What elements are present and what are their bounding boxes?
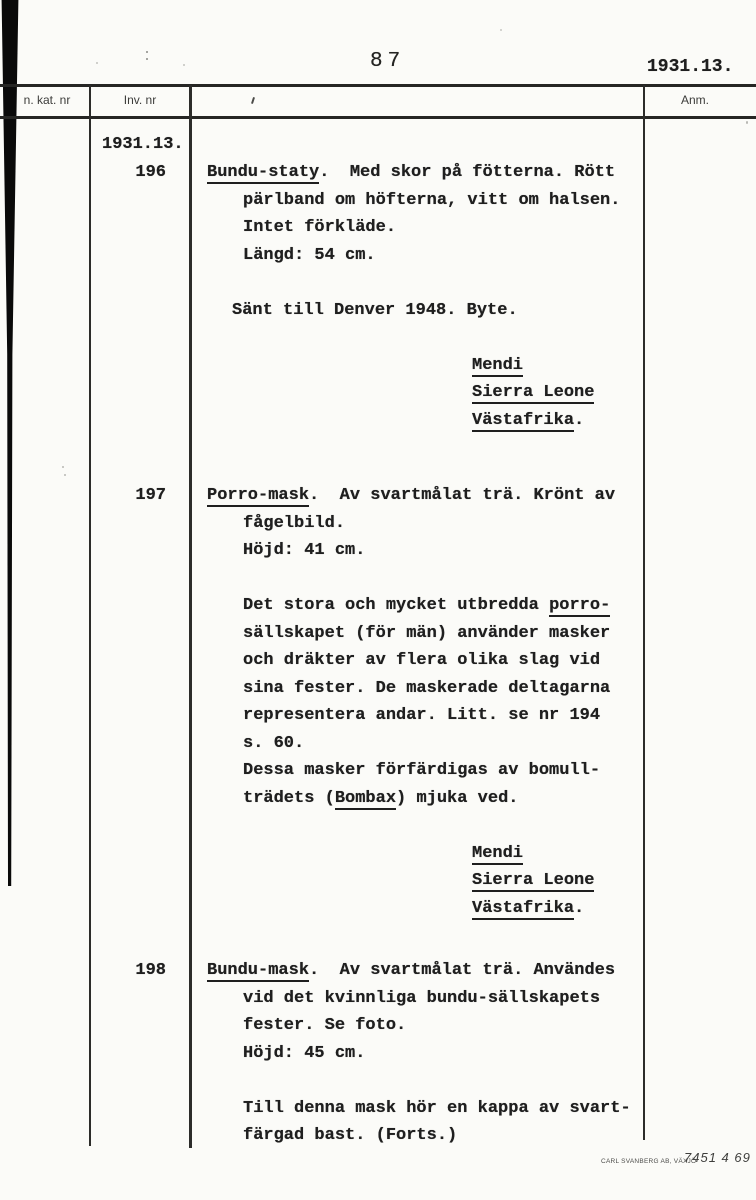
scan-speck [183,64,185,66]
column-header-inv-nr: Inv. nr [123,93,157,107]
text-segment: . Av svartmålat trä. Användes [309,961,616,980]
text-line [207,187,652,215]
underlined-term: Sierra Leone [472,871,595,890]
text-segment: representera andar. Litt. se nr 194 [243,706,601,725]
text-line [207,159,652,187]
text-segment: Höjd: 45 cm. [243,1043,366,1063]
scan-speck [146,58,148,60]
text-line [207,1067,652,1095]
entry-text-block [207,482,652,922]
text-segment: . [574,898,585,918]
inventory-number: 197 [135,486,166,505]
page-year-reference: 1931.13. [647,57,734,77]
text-segment: Höjd: 41 cm. [243,541,366,560]
scan-speck [146,51,148,53]
entry-text-block [207,957,652,1150]
text-line [207,675,652,703]
text-segment: Dessa masker förfärdigas av bomull- [243,761,601,780]
text-segment: vid det kvinnliga bundu-sällskapets [243,988,601,1008]
underlined-term: Sierra Leone [472,383,595,402]
column-divider-genkat-inv [89,85,91,1146]
underlined-term: Mendi [472,355,524,375]
text-line [207,214,652,242]
text-line [207,537,652,565]
printer-form-code: 7451 4 69 [684,1150,751,1165]
underlined-term: Bundu-staty [207,163,320,182]
column-header-anm: Anm. [680,93,709,107]
underlined-term: Bundu-mask [207,961,310,980]
scan-speck [96,62,98,64]
text-line [207,785,652,813]
text-segment: sina fester. De maskerade deltagarna [243,678,611,698]
inventory-group-label: 1931.13. [102,135,184,154]
underlined-term: Mendi [472,843,524,863]
text-line [207,1012,652,1040]
text-segment: sällskapet (för män) använder masker [243,623,611,643]
text-segment: Sänt till Denver 1948. Byte. [232,300,518,320]
inventory-number: 198 [135,961,166,980]
column-header-gen-kat-nr: n. kat. nr [23,93,71,107]
printer-imprint: CARL SVANBERG AB, VÄXJÖ [601,1158,697,1165]
text-segment: pärlband om höfterna, vitt om halsen. [243,190,621,210]
text-segment: ) mjuka ved. [396,788,519,808]
text-line [207,592,652,620]
text-line [207,867,652,895]
text-line [207,730,652,758]
text-line [207,647,652,675]
text-line [207,565,652,593]
underlined-term: Porro-mask [207,486,310,505]
text-line [207,352,652,380]
text-line [207,985,652,1013]
text-line [207,1040,652,1068]
underlined-term: Bombax [334,788,397,808]
text-line [207,895,652,923]
text-line [207,1122,652,1150]
text-line [207,379,652,407]
scan-speck [64,474,66,476]
text-segment: Intet förkläde. [243,218,397,237]
text-line [207,510,652,538]
text-line [207,620,652,648]
text-line [207,1095,652,1123]
scan-speck [62,466,64,468]
scan-mark [251,97,255,104]
scan-speck [500,29,502,31]
entry-text-block [207,159,652,434]
inventory-number: 196 [135,163,166,182]
text-segment: och dräkter av flera olika slag vid [243,651,601,670]
text-segment: trädets ( [243,788,335,808]
text-segment: . [574,410,585,430]
text-line [207,702,652,730]
scan-binding-bar [0,0,20,886]
text-line [207,840,652,868]
text-segment: Det stora och mycket utbredda [243,596,550,615]
text-segment: Till denna mask hör en kappa av svart- [243,1098,631,1118]
text-line [207,482,652,510]
text-line [207,407,652,435]
text-segment: färgad bast. (Forts.) [243,1126,458,1145]
scan-speck [746,121,748,124]
text-segment: s. 60. [243,733,305,753]
text-segment: . Av svartmålat trä. Krönt av [309,486,616,505]
text-line [207,269,652,297]
underlined-term: Västafrika [472,898,575,918]
column-divider-inv-text [189,85,192,1148]
text-line [207,242,652,270]
text-line [207,957,652,985]
text-segment: Längd: 54 cm. [243,245,376,265]
text-segment: fester. Se foto. [243,1016,407,1035]
text-segment: . Med skor på fötterna. Rött [319,163,616,182]
text-segment: fågelbild. [243,513,346,533]
text-line [207,757,652,785]
text-line [207,297,652,325]
underlined-term: Västafrika [472,410,575,430]
page-number: 87 [370,50,406,73]
text-line [207,324,652,352]
text-line [207,812,652,840]
underlined-term: porro- [549,596,611,615]
